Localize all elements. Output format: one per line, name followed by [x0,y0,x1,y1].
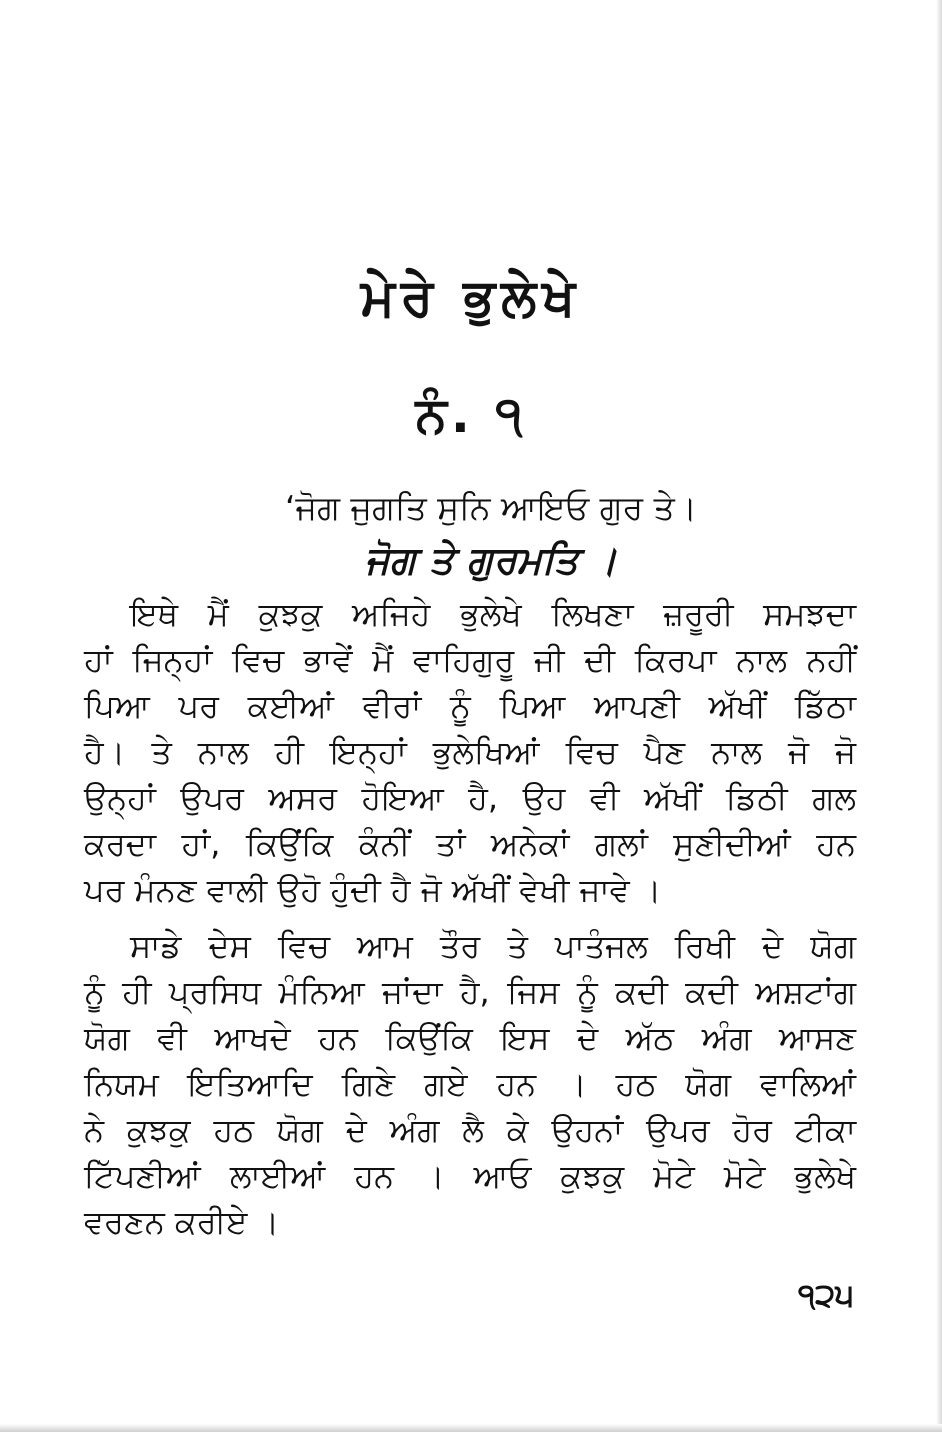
paragraph-1-line: ਹਾਂ ਜਿਨ੍ਹਾਂ ਵਿਚ ਭਾਵੇਂ ਮੈਂ ਵਾਹਿਗੁਰੂ ਜੀ ਦੀ ਕਿਰਪਾ ਨਾਲ ਨਹੀਂ [84,641,856,679]
page-number: ੧੨੫ [797,1276,854,1314]
paragraph-1-line: ਇਥੇ ਮੈਂ ਕੁਝਕੁ ਅਜਿਹੇ ਭੁਲੇਖੇ ਲਿਖਣਾ ਜ਼ਰੂਰੀ ਸਮਝਦਾ [130,595,856,633]
paragraph-2-line: ਨੂੰ ਹੀ ਪ੍ਰਸਿਧ ਮੰਨਿਆ ਜਾਂਦਾ ਹੈ, ਜਿਸ ਨੂੰ ਕਦੀ ਕਦੀ ਅਸ਼ਟਾਂਗ [84,973,856,1011]
scan-edge-right [936,0,942,1432]
paragraph-2-line: ਵਰਣਨ ਕਰੀਏ । [84,1203,280,1241]
section-subheading: ਜੋਗ ਤੇ ਗੁਰਮਤਿ । [364,538,618,582]
quote-line: ‘ਜੋਗ ਜੁਗਤਿ ਸੁਨਿ ਆਇਓ ਗੁਰ ਤੇ। [285,488,697,527]
paragraph-1-line: ਕਰਦਾ ਹਾਂ, ਕਿਉਂਕਿ ਕੰਨੀਂ ਤਾਂ ਅਨੇਕਾਂ ਗਲਾਂ ਸੁਣੀਦੀਆਂ ਹਨ [84,825,856,863]
paragraph-1-line: ਉਨ੍ਹਾਂ ਉਪਰ ਅਸਰ ਹੋਇਆ ਹੈ, ਉਹ ਵੀ ਅੱਖੀਂ ਡਿਠੀ ਗਲ [84,779,856,817]
paragraph-1-line: ਪਰ ਮੰਨਣ ਵਾਲੀ ਉਹੋ ਹੁੰਦੀ ਹੈ ਜੋ ਅੱਖੀਂ ਵੇਖੀ ਜਾਵੇ । [84,871,662,909]
paragraph-2-line: ਨਿਯਮ ਇਤਿਆਦਿ ਗਿਣੇ ਗਏ ਹਨ । ਹਠ ਯੋਗ ਵਾਲਿਆਂ [84,1065,856,1103]
chapter-title: ਮੇਰੇ ਭੁਲੇਖੇ [360,268,582,328]
paragraph-2-line: ਟਿੱਪਣੀਆਂ ਲਾਈਆਂ ਹਨ । ਆਓ ਕੁਝਕੁ ਮੋਟੇ ਮੋਟੇ ਭੁਲੇਖੇ [84,1157,856,1195]
paragraph-1-line: ਪਿਆ ਪਰ ਕਈਆਂ ਵੀਰਾਂ ਨੂੰ ਪਿਆ ਆਪਣੀ ਅੱਖੀਂ ਡਿੱਠਾ [84,687,856,725]
paragraph-2-line: ਨੇ ਕੁਝਕੁ ਹਠ ਯੋਗ ਦੇ ਅੰਗ ਲੈ ਕੇ ਉਹਨਾਂ ਉਪਰ ਹੋਰ ਟੀਕਾ [84,1111,856,1149]
paragraph-2-line: ਸਾਡੇ ਦੇਸ ਵਿਚ ਆਮ ਤੌਰ ਤੇ ਪਾਤੰਜਲ ਰਿਖੀ ਦੇ ਯੋਗ [130,927,856,965]
section-number: ਨੰ. ੧ [415,386,527,444]
paragraph-2-line: ਯੋਗ ਵੀ ਆਖਦੇ ਹਨ ਕਿਉਂਕਿ ਇਸ ਦੇ ਅੱਠ ਅੰਗ ਆਸਣ [84,1019,856,1057]
scan-edge-bottom [0,1424,942,1432]
paragraph-1-line: ਹੈ। ਤੇ ਨਾਲ ਹੀ ਇਨ੍ਹਾਂ ਭੁਲੇਖਿਆਂ ਵਿਚ ਪੈਣ ਨਾਲ ਜੋ ਜੋ [84,733,856,771]
